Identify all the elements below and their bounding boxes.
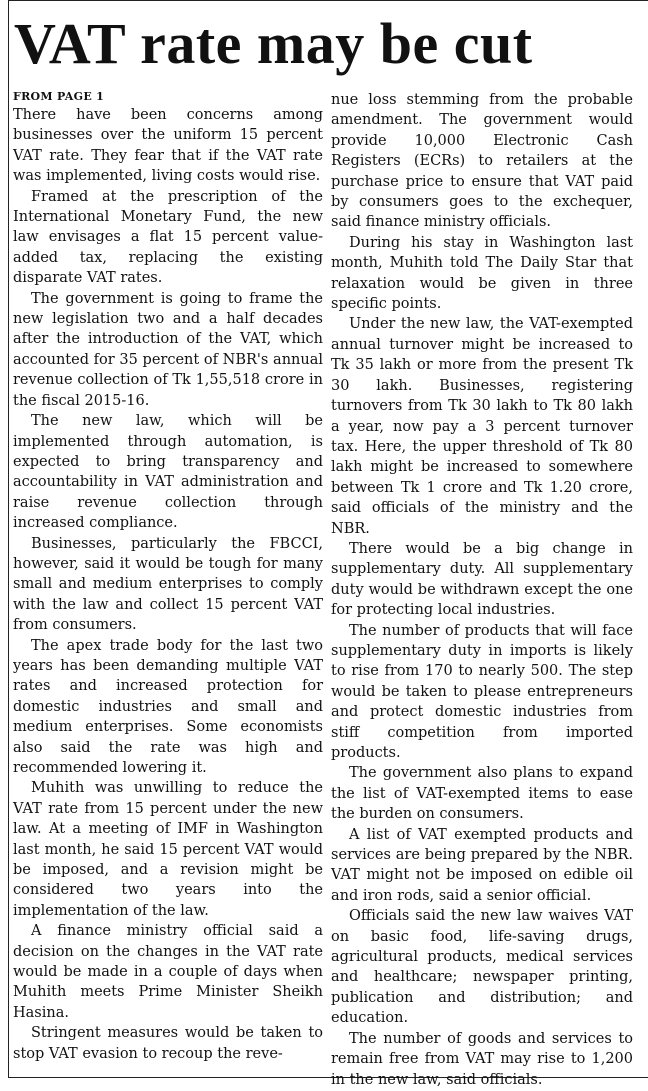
left-rule bbox=[8, 0, 9, 1078]
paragraph: A finance ministry official said a decision on the changes in the VAT rate would be made in a couple of days when Muhith meets Prime Minister Sheikh Hasina. bbox=[13, 923, 323, 1021]
paragraph: A list of VAT exempted products and services are being prepared by the NBR. VAT might not be imposed on edible oil and iron rods, said a senior official. bbox=[331, 826, 633, 904]
paragraph: nue loss stemming from the probable amendment. The government would provide 10,000 Electronic Cash Registers (ECRs) to retailers at the purchase price to ensure that VAT paid by consumers goes to the exchequer, said finance ministry officials. bbox=[331, 92, 633, 231]
paragraph: The number of goods and services to remain free from VAT may rise to 1,200 in the new law, said officials. bbox=[331, 1030, 633, 1088]
paragraph: Muhith was unwilling to reduce the VAT rate from 15 percent under the new law. At a meeting of IMF in Washington last month, he said 15 percent VAT would be imposed, and a revision might be considered two years into the implementation of the law. bbox=[13, 780, 323, 919]
dateline: FROM PAGE 1 bbox=[13, 90, 105, 103]
paragraph: The government is going to frame the new legislation two and a half decades after the introduction of the VAT, which accounted for 35 percent of NBR's annual revenue collection of Tk 1,55,518 crore in the fiscal 2015-16. bbox=[13, 290, 323, 409]
article-column-2 bbox=[331, 90, 633, 1090]
article-column-1 bbox=[13, 89, 323, 1064]
paragraph: Framed at the prescription of the International Monetary Fund, the new law envisages a flat 15 percent value-added tax, replacing the existing disparate VAT rates. bbox=[13, 188, 323, 287]
paragraph: There have been concerns among businesses over the uniform 15 percent VAT rate. They fear that if the VAT rate was implemented, living costs would rise. bbox=[13, 107, 323, 185]
paragraph: The apex trade body for the last two years has been demanding multiple VAT rates and increased protection for domestic industries and small and medium enterprises. Some economists also said the rate was high and recommended lowering it. bbox=[13, 637, 323, 776]
top-rule bbox=[9, 0, 648, 1]
paragraph: Stringent measures would be taken to stop VAT evasion to recoup the reve- bbox=[13, 1025, 323, 1062]
headline: VAT rate may be cut bbox=[14, 11, 533, 76]
paragraph: The number of products that will face supplementary duty in imports is likely to rise from 170 to nearly 500. The step would be taken to please entrepreneurs and protect domestic industries from stiff competition from imported products. bbox=[331, 622, 633, 761]
paragraph: During his stay in Washington last month, Muhith told The Daily Star that relaxation would be given in three specific points. bbox=[331, 234, 633, 313]
paragraph: Businesses, particularly the FBCCI, however, said it would be tough for many small and medium enterprises to comply with the law and collect 15 percent VAT from consumers. bbox=[13, 535, 323, 634]
paragraph: Officials said the new law waives VAT on basic food, life-saving drugs, agricultural products, medical services and healthcare; newspaper printing, publication and distribution; and education. bbox=[331, 908, 633, 1027]
paragraph: The government also plans to expand the list of VAT-exempted items to ease the burden on consumers. bbox=[331, 765, 633, 823]
paragraph: The new law, which will be implemented through automation, is expected to bring transparency and accountability in VAT administration and raise revenue collection through increased compliance. bbox=[13, 413, 323, 532]
paragraph: Under the new law, the VAT-exempted annual turnover might be increased to Tk 35 lakh or more from the present Tk 30 lakh. Businesses, registering turnovers from Tk 30 lakh to Tk 80 lakh a year, now pay a 3 percent turnover tax. Here, the upper threshold of Tk 80 lakh might be increased to somewhere between Tk 1 crore and Tk 1.20 crore, said officials of the ministry and the NBR. bbox=[331, 316, 633, 537]
paragraph: There would be a big change in supplementary duty. All supplementary duty would be withdrawn except the one for protecting local industries. bbox=[331, 540, 633, 619]
